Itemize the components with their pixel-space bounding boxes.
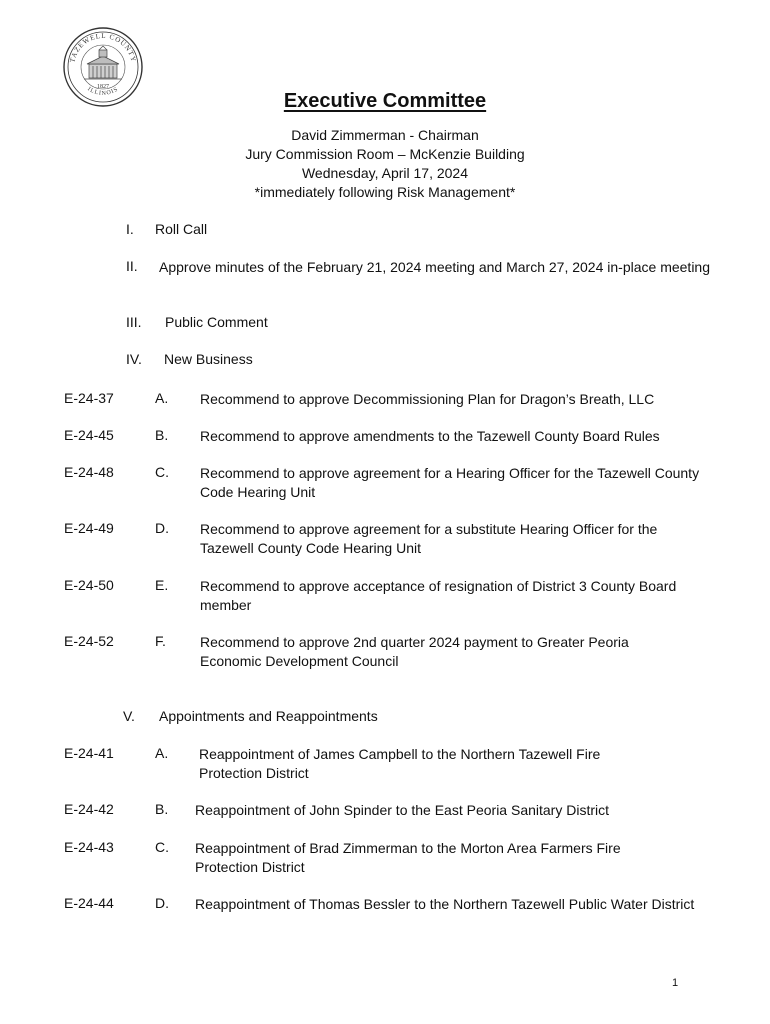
section-numeral-approve-minutes: II.	[126, 258, 138, 274]
item-code: E-24-50	[64, 577, 114, 593]
item-letter: C.	[155, 464, 169, 480]
item-text: Reappointment of Thomas Bessler to the Northern Tazewell Public Water District	[195, 896, 695, 912]
item-code: E-24-44	[64, 895, 114, 911]
section-public-comment: Public Comment	[165, 314, 268, 330]
item-text: Recommend to approve 2nd quarter 2024 payment to Greater Peoria Economic Development Council	[200, 634, 629, 669]
item-letter: D.	[155, 520, 169, 536]
section-numeral-appointments: V.	[123, 708, 135, 724]
item-letter: B.	[155, 427, 169, 443]
chairman-line: David Zimmerman - Chairman	[291, 127, 479, 143]
item-text: Recommend to approve acceptance of resignation of District 3 County Board member	[200, 578, 677, 613]
section-roll-call: Roll Call	[155, 221, 208, 237]
section-appointments: Appointments and Reappointments	[159, 708, 378, 724]
item-letter: F.	[155, 633, 166, 649]
item-text: Recommend to approve amendments to the Tazewell County Board Rules	[200, 428, 660, 444]
item-text: Reappointment of John Spinder to the East Peoria Sanitary District	[195, 802, 609, 818]
item-code: E-24-37	[64, 390, 114, 406]
svg-text:1827: 1827	[97, 84, 109, 90]
page-title: Executive Committee	[283, 90, 487, 112]
item-code: E-24-48	[64, 464, 114, 480]
item-text: Recommend to approve Decommissioning Plan for Dragon’s Breath, LLC	[200, 391, 655, 407]
item-code: E-24-52	[64, 633, 114, 649]
section-numeral-roll-call: I.	[126, 221, 134, 237]
note-line: *immediately following Risk Management*	[254, 184, 516, 200]
section-new-business: New Business	[164, 351, 253, 367]
svg-text:TAZEWELL COUNTY: TAZEWELL COUNTY	[68, 31, 138, 64]
item-code: E-24-49	[64, 520, 114, 536]
item-letter: E.	[155, 577, 169, 593]
item-letter: A.	[155, 745, 169, 761]
item-text: Reappointment of James Campbell to the Northern Tazewell Fire Protection District	[199, 746, 601, 781]
location-line: Jury Commission Room – McKenzie Building	[245, 146, 525, 162]
item-code: E-24-41	[64, 745, 114, 761]
item-code: E-24-45	[64, 427, 114, 443]
item-text: Recommend to approve agreement for a Hearing Officer for the Tazewell County Code Hearing Unit	[200, 465, 700, 500]
section-approve-minutes: Approve minutes of the February 21, 2024 meeting and March 27, 2024 in-place meeting	[159, 259, 710, 275]
section-numeral-new-business: IV.	[126, 351, 142, 367]
item-letter: B.	[155, 801, 169, 817]
item-letter: D.	[155, 895, 169, 911]
svg-text:ILLINOIS: ILLINOIS	[86, 86, 120, 97]
item-text: Recommend to approve agreement for a substitute Hearing Officer for the Tazewell County Code Hearing Unit	[200, 521, 658, 556]
item-code: E-24-42	[64, 801, 114, 817]
page-number: 1	[672, 977, 679, 989]
section-numeral-public-comment: III.	[126, 314, 142, 330]
item-text: Reappointment of Brad Zimmerman to the Morton Area Farmers Fire Protection District	[195, 840, 621, 875]
item-letter: A.	[155, 390, 169, 406]
date-line: Wednesday, April 17, 2024	[301, 165, 469, 181]
item-letter: C.	[155, 839, 169, 855]
item-code: E-24-43	[64, 839, 114, 855]
